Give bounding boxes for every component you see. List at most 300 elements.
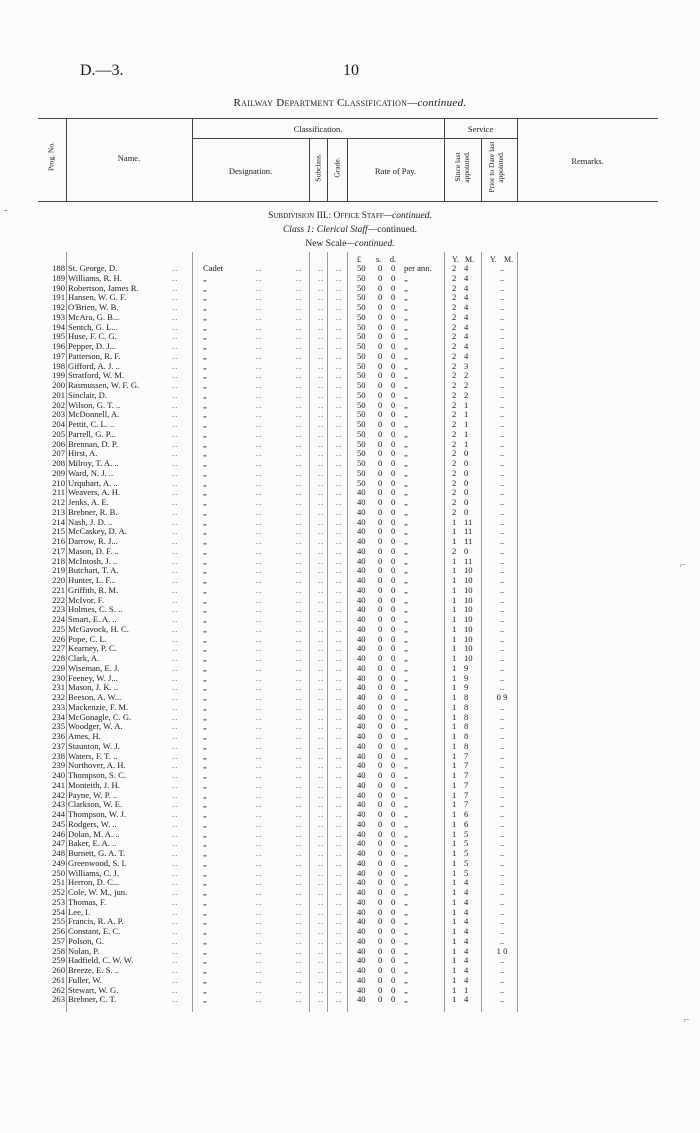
row-years: 1 — [452, 906, 457, 917]
row-name: Weavers, A. H. — [68, 487, 121, 498]
row-prior: .. — [499, 994, 505, 1005]
table-row — [0, 263, 700, 273]
row-prior: .. — [499, 360, 505, 371]
row-pence: 0 — [391, 994, 396, 1005]
leader-dots: .. — [296, 438, 303, 449]
leader-dots: .. — [336, 935, 343, 946]
leader-dots: .. — [172, 867, 179, 878]
leader-dots: .. — [256, 682, 263, 693]
row-designation: „ — [203, 497, 207, 507]
leader-dots: .. — [172, 477, 179, 488]
table-row — [0, 663, 700, 673]
row-shillings: 0 — [378, 779, 383, 790]
row-years: 2 — [452, 419, 457, 429]
leader-dots: .. — [256, 809, 263, 819]
row-designation: „ — [203, 740, 207, 751]
row-years: 2 — [452, 263, 457, 273]
row-designation: „ — [203, 984, 207, 995]
row-months: 10 — [464, 575, 473, 585]
row-prior: .. — [499, 380, 505, 390]
row-pounds: 40 — [357, 838, 366, 849]
row-pence: 0 — [391, 389, 396, 400]
row-prior: .. — [499, 506, 505, 517]
row-years: 1 — [452, 711, 457, 722]
row-number: 190 — [52, 282, 65, 293]
leader-dots: .. — [172, 458, 179, 468]
row-months: 6 — [464, 809, 469, 819]
row-designation: „ — [203, 945, 207, 956]
row-years: 1 — [452, 916, 457, 927]
row-months: 10 — [464, 623, 473, 634]
column-header-remarks: Remarks. — [571, 156, 604, 166]
row-shillings: 0 — [378, 906, 383, 917]
row-pence: 0 — [391, 311, 396, 322]
leader-dots: .. — [172, 487, 179, 498]
leader-dots: .. — [172, 779, 179, 790]
leader-dots: .. — [256, 438, 263, 449]
row-prior: .. — [499, 974, 505, 985]
row-per: „ — [404, 916, 408, 927]
row-years: 2 — [452, 302, 457, 312]
row-per: „ — [404, 409, 408, 420]
row-months: 8 — [464, 701, 469, 712]
table-row — [0, 848, 700, 858]
row-name: McIntosh, J. .. — [68, 555, 118, 566]
unit-prior-years: Y. — [490, 255, 497, 264]
row-shillings: 0 — [378, 692, 383, 702]
table-row — [0, 312, 700, 322]
leader-dots: .. — [256, 955, 263, 966]
row-designation: „ — [203, 399, 207, 410]
row-shillings: 0 — [378, 867, 383, 878]
row-prior: .. — [499, 516, 505, 527]
leader-dots: .. — [172, 419, 179, 429]
row-name: Clarkson, W. E. — [68, 799, 123, 810]
row-pence: 0 — [391, 594, 396, 605]
row-pence: 0 — [391, 916, 396, 927]
leader-dots: .. — [336, 731, 343, 741]
leader-dots: .. — [296, 526, 303, 537]
row-prior: .. — [499, 458, 505, 468]
row-per: „ — [404, 360, 408, 371]
row-pounds: 50 — [357, 370, 366, 381]
table-row — [0, 536, 700, 546]
row-prior: .. — [499, 389, 505, 400]
leader-dots: .. — [318, 575, 325, 585]
row-years: 1 — [452, 818, 457, 829]
leader-dots: .. — [172, 545, 179, 556]
row-prior: .. — [499, 497, 505, 507]
table-row — [0, 926, 700, 936]
table-row — [0, 760, 700, 770]
table-row — [0, 419, 700, 429]
row-months: 11 — [464, 555, 473, 566]
row-per: „ — [404, 292, 408, 303]
unit-months: M. — [465, 255, 475, 264]
row-pence: 0 — [391, 770, 396, 780]
leader-dots: .. — [336, 360, 343, 371]
row-shillings: 0 — [378, 311, 383, 322]
leader-dots: .. — [318, 848, 325, 858]
leader-dots: .. — [172, 750, 179, 761]
row-name: Pettit, C. L. .. — [68, 419, 115, 429]
leader-dots: .. — [318, 477, 325, 488]
row-number: 216 — [52, 536, 65, 546]
leader-dots: .. — [256, 594, 263, 605]
leader-dots: .. — [318, 282, 325, 293]
row-name: Brennan, D. P. — [68, 438, 118, 449]
row-months: 4 — [464, 311, 469, 322]
table-row — [0, 409, 700, 419]
leader-dots: .. — [296, 828, 303, 839]
leader-dots: .. — [318, 438, 325, 449]
leader-dots: .. — [172, 536, 179, 546]
leader-dots: .. — [336, 272, 343, 283]
row-per: „ — [404, 448, 408, 459]
row-years: 2 — [452, 292, 457, 303]
row-months: 4 — [464, 887, 469, 897]
class-heading — [0, 225, 700, 235]
row-designation: „ — [203, 380, 207, 390]
leader-dots: .. — [172, 857, 179, 868]
row-years: 1 — [452, 857, 457, 868]
leader-dots: .. — [336, 526, 343, 537]
row-name: Herron, D. C... — [68, 877, 120, 888]
row-per: „ — [404, 750, 408, 761]
row-pence: 0 — [391, 331, 396, 342]
row-years: 1 — [452, 828, 457, 839]
table-row — [0, 790, 700, 800]
row-shillings: 0 — [378, 731, 383, 741]
leader-dots: .. — [336, 740, 343, 751]
row-prior: .. — [499, 633, 505, 644]
leader-dots: .. — [296, 497, 303, 507]
leader-dots: .. — [318, 350, 325, 361]
row-months: 10 — [464, 653, 473, 663]
row-shillings: 0 — [378, 458, 383, 468]
row-number: 262 — [52, 984, 65, 995]
leader-dots: .. — [256, 740, 263, 751]
row-months: 4 — [464, 350, 469, 361]
leader-dots: .. — [336, 516, 343, 527]
row-shillings: 0 — [378, 682, 383, 693]
leader-dots: .. — [336, 750, 343, 761]
row-number: 224 — [52, 614, 65, 624]
leader-dots: .. — [296, 799, 303, 810]
row-designation: „ — [203, 799, 207, 810]
table-row — [0, 604, 700, 614]
row-name: Thompson, S. C. — [68, 770, 127, 780]
leader-dots: .. — [336, 555, 343, 566]
unit-pounds: £ — [357, 255, 361, 264]
row-pence: 0 — [391, 516, 396, 527]
row-prior: .. — [499, 926, 505, 936]
row-prior: .. — [499, 594, 505, 605]
row-years: 1 — [452, 536, 457, 546]
leader-dots: .. — [172, 350, 179, 361]
row-years: 1 — [452, 760, 457, 771]
row-designation: „ — [203, 848, 207, 858]
row-pence: 0 — [391, 848, 396, 858]
row-designation: „ — [203, 341, 207, 351]
row-shillings: 0 — [378, 292, 383, 303]
row-pence: 0 — [391, 857, 396, 868]
row-name: Hunter, L. F... — [68, 575, 116, 585]
row-shillings: 0 — [378, 506, 383, 517]
row-pounds: 50 — [357, 292, 366, 303]
row-prior: .. — [499, 721, 505, 732]
row-number: 198 — [52, 360, 65, 371]
leader-dots: .. — [318, 682, 325, 693]
row-years: 1 — [452, 555, 457, 566]
row-per: „ — [404, 692, 408, 702]
row-shillings: 0 — [378, 887, 383, 897]
row-years: 1 — [452, 955, 457, 966]
leader-dots: .. — [172, 838, 179, 849]
row-per: „ — [404, 906, 408, 917]
row-prior: .. — [499, 662, 505, 673]
row-prior: 0 9 — [496, 692, 508, 702]
table-row — [0, 497, 700, 507]
row-designation: „ — [203, 487, 207, 498]
document-reference: D.—3. — [80, 62, 124, 79]
row-pounds: 40 — [357, 662, 366, 673]
row-months: 4 — [464, 974, 469, 985]
leader-dots: .. — [296, 818, 303, 829]
row-name: Wilson, G. T. .. — [68, 399, 121, 410]
row-years: 1 — [452, 867, 457, 878]
row-per: „ — [404, 653, 408, 663]
row-designation: „ — [203, 974, 207, 985]
row-per: „ — [404, 857, 408, 868]
row-prior: .. — [499, 760, 505, 771]
row-name: Sinclair, D. — [68, 389, 108, 400]
row-months: 11 — [464, 526, 473, 537]
row-pounds: 40 — [357, 672, 366, 683]
row-months: 2 — [464, 389, 469, 400]
row-number: 213 — [52, 506, 65, 517]
row-years: 1 — [452, 594, 457, 605]
leader-dots: .. — [336, 594, 343, 605]
row-name: Woodger, W. A. — [68, 721, 123, 732]
row-per: „ — [404, 282, 408, 293]
leader-dots: .. — [256, 458, 263, 468]
leader-dots: .. — [172, 984, 179, 995]
row-per: „ — [404, 789, 408, 800]
row-per: „ — [404, 321, 408, 332]
leader-dots: .. — [172, 906, 179, 917]
leader-dots: .. — [256, 935, 263, 946]
row-pence: 0 — [391, 263, 396, 273]
row-pence: 0 — [391, 350, 396, 361]
row-prior: .. — [499, 292, 505, 303]
row-designation: „ — [203, 584, 207, 595]
leader-dots: .. — [172, 614, 179, 624]
leader-dots: .. — [318, 672, 325, 683]
row-name: Polson, G. — [68, 935, 105, 946]
leader-dots: .. — [256, 272, 263, 283]
leader-dots: .. — [318, 828, 325, 839]
leader-dots: .. — [336, 926, 343, 936]
row-months: 10 — [464, 633, 473, 644]
row-pounds: 40 — [357, 799, 366, 810]
table-row — [0, 994, 700, 1004]
row-shillings: 0 — [378, 877, 383, 888]
table-row — [0, 965, 700, 975]
leader-dots: .. — [256, 848, 263, 858]
margin-mark: - — [4, 205, 8, 216]
leader-dots: .. — [318, 750, 325, 761]
leader-dots: .. — [172, 272, 179, 283]
row-designation: „ — [203, 818, 207, 829]
leader-dots: .. — [296, 350, 303, 361]
row-pounds: 40 — [357, 594, 366, 605]
leader-dots: .. — [336, 662, 343, 673]
row-pounds: 40 — [357, 935, 366, 946]
row-months: 10 — [464, 565, 473, 576]
row-shillings: 0 — [378, 935, 383, 946]
leader-dots: .. — [336, 692, 343, 702]
leader-dots: .. — [296, 984, 303, 995]
leader-dots: .. — [296, 711, 303, 722]
leader-dots: .. — [256, 653, 263, 663]
row-prior: .. — [499, 302, 505, 312]
row-years: 1 — [452, 838, 457, 849]
row-per: per ann. — [404, 263, 432, 273]
row-months: 0 — [464, 477, 469, 488]
row-months: 4 — [464, 896, 469, 907]
row-shillings: 0 — [378, 828, 383, 839]
leader-dots: .. — [172, 370, 179, 381]
leader-dots: .. — [296, 760, 303, 771]
leader-dots: .. — [296, 321, 303, 332]
leader-dots: .. — [336, 458, 343, 468]
row-pence: 0 — [391, 945, 396, 956]
leader-dots: .. — [336, 497, 343, 507]
leader-dots: .. — [256, 389, 263, 400]
row-designation: „ — [203, 789, 207, 800]
leader-dots: .. — [172, 389, 179, 400]
row-pence: 0 — [391, 779, 396, 790]
row-prior: .. — [499, 935, 505, 946]
row-years: 2 — [452, 409, 457, 420]
row-per: „ — [404, 380, 408, 390]
row-designation: „ — [203, 692, 207, 702]
leader-dots: .. — [296, 545, 303, 556]
leader-dots: .. — [256, 857, 263, 868]
leader-dots: .. — [296, 643, 303, 654]
leader-dots: .. — [318, 994, 325, 1005]
row-per: „ — [404, 302, 408, 312]
row-name: Stewart, W. G. — [68, 984, 119, 995]
table-row — [0, 292, 700, 302]
row-number: 231 — [52, 682, 65, 693]
row-pence: 0 — [391, 643, 396, 654]
page-number: 10 — [343, 62, 359, 79]
row-pence: 0 — [391, 809, 396, 819]
leader-dots: .. — [296, 302, 303, 312]
leader-dots: .. — [296, 263, 303, 273]
row-pence: 0 — [391, 974, 396, 985]
leader-dots: .. — [336, 779, 343, 790]
row-prior: .. — [499, 399, 505, 410]
leader-dots: .. — [296, 974, 303, 985]
row-per: „ — [404, 721, 408, 732]
row-name: Holmes, C. S. .. — [68, 604, 123, 615]
row-pence: 0 — [391, 458, 396, 468]
row-pounds: 40 — [357, 692, 366, 702]
leader-dots: .. — [256, 575, 263, 585]
row-designation: „ — [203, 779, 207, 790]
row-months: 6 — [464, 818, 469, 829]
table-row — [0, 955, 700, 965]
row-pence: 0 — [391, 536, 396, 546]
row-months: 10 — [464, 584, 473, 595]
leader-dots: .. — [336, 711, 343, 722]
row-pence: 0 — [391, 282, 396, 293]
row-pence: 0 — [391, 584, 396, 595]
row-shillings: 0 — [378, 497, 383, 507]
row-designation: „ — [203, 565, 207, 576]
row-shillings: 0 — [378, 701, 383, 712]
row-pounds: 40 — [357, 565, 366, 576]
row-shillings: 0 — [378, 672, 383, 683]
row-designation: „ — [203, 545, 207, 556]
leader-dots: .. — [172, 263, 179, 273]
row-name: Smart, E. A. .. — [68, 614, 117, 624]
row-pounds: 40 — [357, 721, 366, 732]
leader-dots: .. — [336, 575, 343, 585]
row-name: Baker, E. A. .. — [68, 838, 117, 849]
row-designation: „ — [203, 916, 207, 927]
row-designation: „ — [203, 701, 207, 712]
row-designation: „ — [203, 438, 207, 449]
table-row — [0, 565, 700, 575]
row-shillings: 0 — [378, 545, 383, 556]
table-row — [0, 614, 700, 624]
leader-dots: .. — [256, 643, 263, 654]
row-name: Ward, N. J. .. — [68, 467, 114, 478]
leader-dots: .. — [336, 848, 343, 858]
row-designation: „ — [203, 350, 207, 361]
row-years: 1 — [452, 604, 457, 615]
leader-dots: .. — [336, 857, 343, 868]
row-pence: 0 — [391, 409, 396, 420]
row-pounds: 40 — [357, 633, 366, 644]
table-row — [0, 400, 700, 410]
leader-dots: .. — [256, 584, 263, 595]
leader-dots: .. — [296, 770, 303, 780]
row-shillings: 0 — [378, 575, 383, 585]
row-years: 2 — [452, 311, 457, 322]
row-years: 2 — [452, 272, 457, 283]
margin-mark: ⌐ — [684, 1015, 690, 1026]
row-number: 191 — [52, 292, 65, 303]
row-years: 1 — [452, 926, 457, 936]
leader-dots: .. — [172, 311, 179, 322]
leader-dots: .. — [318, 594, 325, 605]
row-years: 1 — [452, 877, 457, 888]
row-years: 1 — [452, 740, 457, 751]
row-shillings: 0 — [378, 945, 383, 956]
table-row — [0, 507, 700, 517]
row-number: 233 — [52, 701, 65, 712]
leader-dots: .. — [336, 643, 343, 654]
column-header-prior-to-date: Prior to Date last appointed. — [487, 141, 505, 193]
leader-dots: .. — [318, 711, 325, 722]
row-pounds: 40 — [357, 770, 366, 780]
row-prior: .. — [499, 428, 505, 439]
